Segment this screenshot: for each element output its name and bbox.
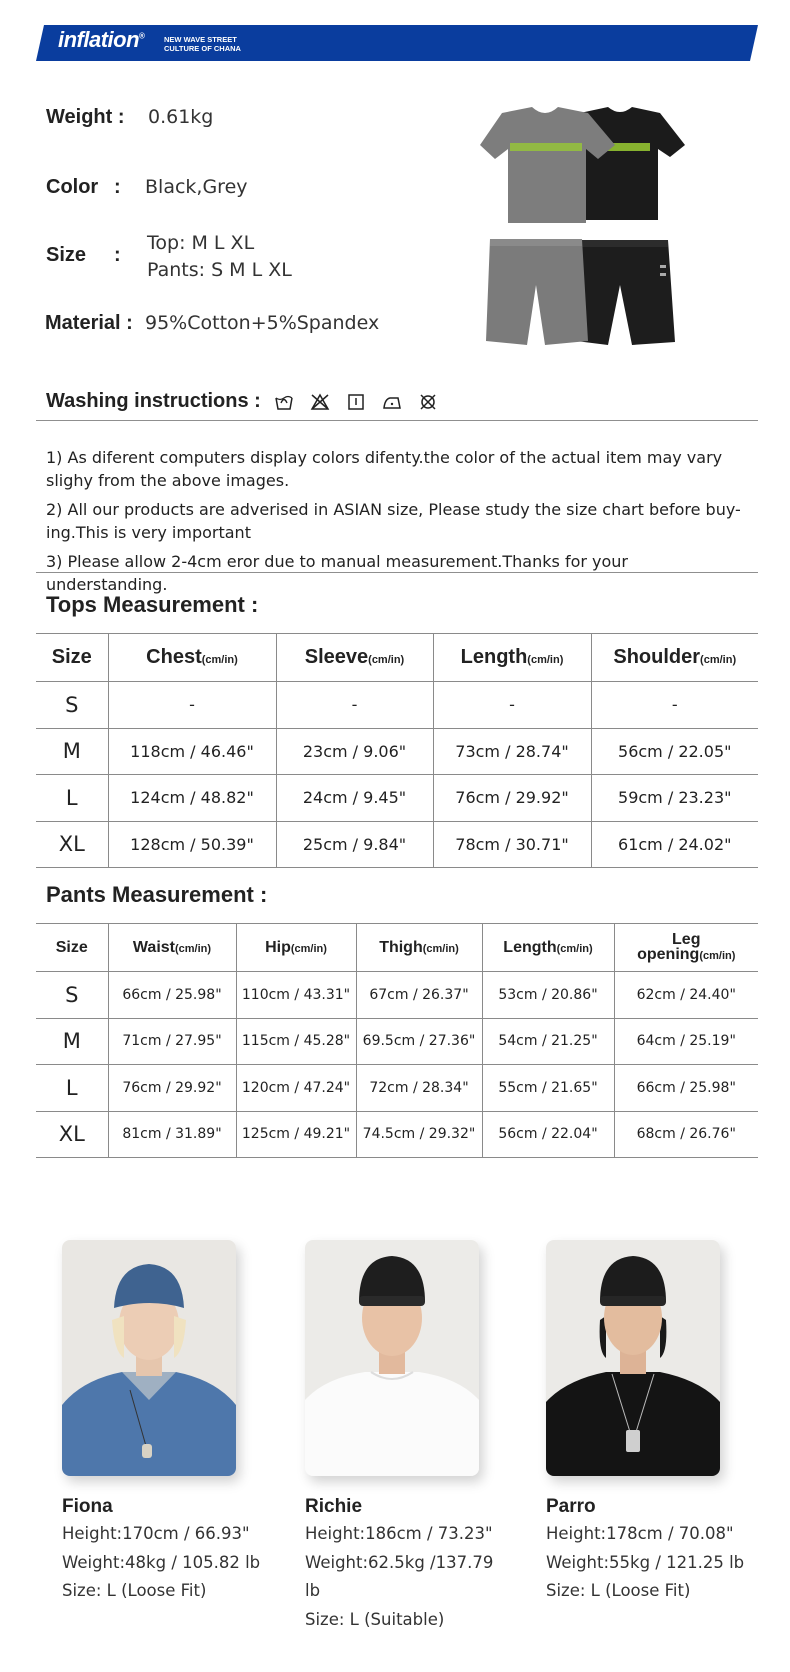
table-row	[36, 1065, 758, 1112]
model-info	[62, 1520, 262, 1606]
tops-header-sleeve: Sleeve(cm/in)	[276, 634, 433, 682]
size-cell: L	[36, 1065, 108, 1112]
sleeve-cell: 23cm / 9.06"	[276, 728, 433, 775]
table-row	[36, 972, 758, 1019]
chest-cell: 124cm / 48.82"	[108, 775, 276, 822]
tops-table	[36, 633, 758, 868]
pants-header-length: Length(cm/in)	[482, 924, 614, 972]
size-pants-value: Pants: S M L XL	[147, 259, 292, 281]
size-colon: :	[114, 244, 121, 266]
material-label: Material :	[45, 312, 133, 334]
size-top-value: Top: M L XL	[147, 232, 255, 254]
no-dry-clean-icon	[418, 393, 438, 411]
model-photo-richie	[305, 1240, 479, 1476]
length-cell: 54cm / 21.25"	[482, 1018, 614, 1065]
pants-header-row	[36, 924, 758, 972]
size-cell: S	[36, 972, 108, 1019]
chest-cell: 118cm / 46.46"	[108, 728, 276, 775]
model-size: Size: L (Loose Fit)	[546, 1581, 691, 1600]
hip-cell: 110cm / 43.31"	[236, 972, 356, 1019]
pants-header-leg-opening: Leg opening(cm/in)	[614, 924, 758, 972]
leg-opening-cell: 68cm / 26.76"	[614, 1111, 758, 1158]
brand-name: inflation	[58, 27, 140, 52]
notes-list	[46, 446, 748, 602]
length-cell: 76cm / 29.92"	[433, 775, 591, 822]
brand-logo	[58, 27, 144, 53]
waist-cell: 71cm / 27.95"	[108, 1018, 236, 1065]
model-photo-parro	[546, 1240, 720, 1476]
model-info	[546, 1520, 746, 1606]
thigh-cell: 67cm / 26.37"	[356, 972, 482, 1019]
no-bleach-icon	[310, 393, 330, 411]
note-2: 2) All our products are adverised in ASIAN size, Please study the size chart before buy-ing.This is very important	[46, 500, 741, 542]
pants-header-hip: Hip(cm/in)	[236, 924, 356, 972]
model-size: Size: L (Suitable)	[305, 1609, 445, 1629]
model-size: Size: L (Loose Fit)	[62, 1581, 207, 1600]
tagline-line-1: NEW WAVE STREET	[164, 35, 237, 44]
washing-icons	[274, 393, 438, 411]
model-height: Height:186cm / 73.23"	[305, 1524, 493, 1543]
waist-cell: 81cm / 31.89"	[108, 1111, 236, 1158]
chest-cell: -	[108, 682, 276, 729]
hip-cell: 115cm / 45.28"	[236, 1018, 356, 1065]
table-row	[36, 1018, 758, 1065]
iron-icon	[382, 393, 402, 411]
tops-header-chest: Chest(cm/in)	[108, 634, 276, 682]
color-colon: :	[114, 176, 121, 198]
thigh-cell: 69.5cm / 27.36"	[356, 1018, 482, 1065]
length-cell: 53cm / 20.86"	[482, 972, 614, 1019]
size-cell: M	[36, 728, 108, 775]
model-card-parro	[546, 1240, 746, 1606]
model-weight: Weight:62.5kg /137.79 lb	[305, 1552, 494, 1600]
trademark: ®	[139, 31, 145, 41]
table-row	[36, 728, 758, 775]
model-card-fiona	[62, 1240, 262, 1606]
leg-opening-cell: 66cm / 25.98"	[614, 1065, 758, 1112]
color-label: Color	[46, 176, 99, 198]
pants-table	[36, 923, 758, 1158]
table-row	[36, 775, 758, 822]
sleeve-cell: 25cm / 9.84"	[276, 821, 433, 868]
weight-label: Weight :	[46, 106, 125, 128]
shoulder-cell: -	[591, 682, 758, 729]
shoulder-cell: 59cm / 23.23"	[591, 775, 758, 822]
brand-tagline	[164, 35, 241, 53]
model-name: Parro	[546, 1496, 596, 1517]
size-label: Size	[46, 244, 87, 266]
weight-value: 0.61kg	[148, 106, 214, 128]
divider-top	[36, 420, 758, 421]
divider-notes	[36, 572, 758, 573]
black-shorts	[576, 240, 675, 345]
pants-header-size: Size	[36, 924, 108, 972]
model-photo-fiona	[62, 1240, 236, 1476]
length-cell: 55cm / 21.65"	[482, 1065, 614, 1112]
model-weight: Weight:55kg / 121.25 lb	[546, 1552, 745, 1572]
pants-header-thigh: Thigh(cm/in)	[356, 924, 482, 972]
pants-header-waist: Waist(cm/in)	[108, 924, 236, 972]
model-weight: Weight:48kg / 105.82 lb	[62, 1552, 261, 1572]
tops-header-length: Length(cm/in)	[433, 634, 591, 682]
sleeve-cell: 24cm / 9.45"	[276, 775, 433, 822]
table-row	[36, 821, 758, 868]
note-3: 3) Please allow 2-4cm eror due to manual measurement.Thanks for your understanding.	[46, 552, 628, 594]
hand-wash-icon	[274, 393, 294, 411]
shoulder-cell: 56cm / 22.05"	[591, 728, 758, 775]
size-cell: M	[36, 1018, 108, 1065]
waist-cell: 66cm / 25.98"	[108, 972, 236, 1019]
tops-title: Tops Measurement :	[46, 592, 259, 617]
model-info	[305, 1520, 505, 1634]
size-cell: XL	[36, 1111, 108, 1158]
table-row	[36, 1111, 758, 1158]
tops-header-size: Size	[36, 634, 108, 682]
length-cell: 78cm / 30.71"	[433, 821, 591, 868]
leg-opening-cell: 64cm / 25.19"	[614, 1018, 758, 1065]
note-1: 1) As diferent computers display colors difenty.the color of the actual item may vary slighy from the above images.	[46, 448, 723, 490]
thigh-cell: 72cm / 28.34"	[356, 1065, 482, 1112]
model-name: Richie	[305, 1496, 363, 1517]
length-cell: 73cm / 28.74"	[433, 728, 591, 775]
material-value: 95%Cotton+5%Spandex	[145, 312, 380, 334]
grey-shorts	[486, 239, 588, 345]
tumble-dry-icon	[346, 393, 366, 411]
thigh-cell: 74.5cm / 29.32"	[356, 1111, 482, 1158]
tops-header-shoulder: Shoulder(cm/in)	[591, 634, 758, 682]
tops-header-row	[36, 634, 758, 682]
size-cell: L	[36, 775, 108, 822]
length-cell: -	[433, 682, 591, 729]
model-height: Height:170cm / 66.93"	[62, 1524, 250, 1543]
size-cell: XL	[36, 821, 108, 868]
sleeve-cell: -	[276, 682, 433, 729]
model-name: Fiona	[62, 1496, 113, 1517]
color-value: Black,Grey	[145, 176, 248, 198]
product-image	[480, 105, 710, 360]
brand-banner	[36, 25, 758, 61]
chest-cell: 128cm / 50.39"	[108, 821, 276, 868]
waist-cell: 76cm / 29.92"	[108, 1065, 236, 1112]
shoulder-cell: 61cm / 24.02"	[591, 821, 758, 868]
washing-label: Washing instructions :	[46, 390, 261, 412]
size-cell: S	[36, 682, 108, 729]
length-cell: 56cm / 22.04"	[482, 1111, 614, 1158]
hip-cell: 125cm / 49.21"	[236, 1111, 356, 1158]
model-height: Height:178cm / 70.08"	[546, 1524, 734, 1543]
table-row	[36, 682, 758, 729]
leg-opening-cell: 62cm / 24.40"	[614, 972, 758, 1019]
model-card-richie	[305, 1240, 505, 1634]
hip-cell: 120cm / 47.24"	[236, 1065, 356, 1112]
pants-title: Pants Measurement :	[46, 882, 268, 907]
tagline-line-2: CULTURE OF CHANA	[164, 44, 241, 53]
